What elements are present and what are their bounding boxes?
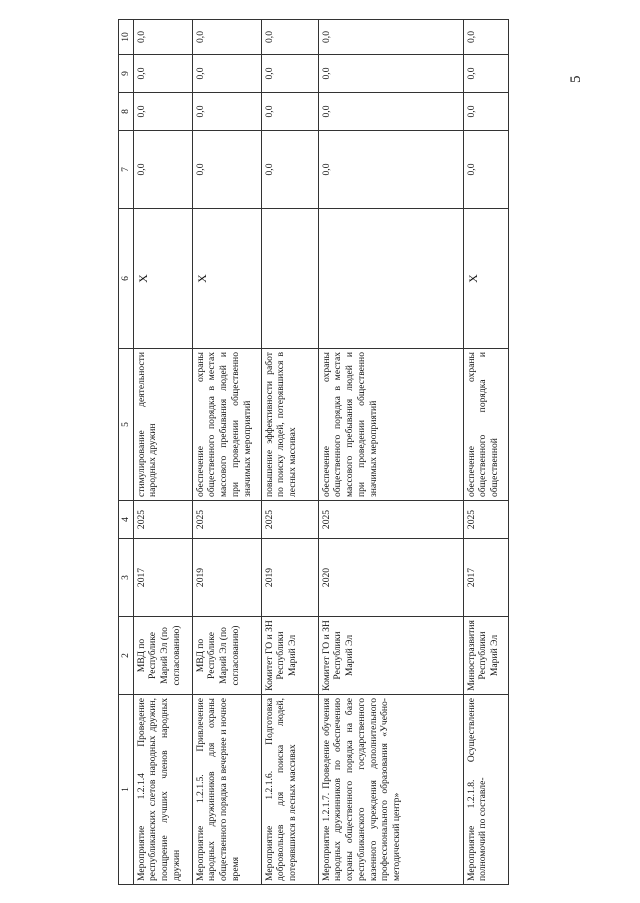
- table-row: [133, 20, 192, 885]
- measure-name: Мероприятие 1.2.1.7. Проведение обучения народных дружинников по обеспечению охраны общественного порядка на базе республиканского государственного казенного учреждения дополнительного профессионального образования «Учебно-методический центр»: [318, 695, 463, 885]
- value-10: 0,0: [133, 20, 192, 55]
- value-8: 0,0: [318, 93, 463, 131]
- col-header-1: 1: [119, 695, 134, 885]
- executor: Комитет ГО и ЗН Республики Марий Эл: [261, 617, 318, 695]
- page-number: 5: [568, 75, 584, 83]
- executor: Минюстразвития Республики Марий Эл: [463, 617, 508, 695]
- end-year: 2025: [463, 501, 508, 539]
- col-header-4: 4: [119, 501, 134, 539]
- value-10: 0,0: [192, 20, 261, 55]
- header-row: [119, 20, 134, 885]
- value-10: 0,0: [318, 20, 463, 55]
- col-header-3: 3: [119, 539, 134, 617]
- end-year: 2025: [318, 501, 463, 539]
- value-7: 0,0: [133, 131, 192, 209]
- value-9: 0,0: [463, 55, 508, 93]
- table-row: [318, 20, 463, 885]
- measure-name: Мероприятие 1.2.1.5. Привлечение народных дружинников для охраны общественного порядка в вечернее и ночное время: [192, 695, 261, 885]
- value-8: 0,0: [261, 93, 318, 131]
- col-header-6: 6: [119, 209, 134, 349]
- start-year: 2019: [261, 539, 318, 617]
- col-header-7: 7: [119, 131, 134, 209]
- col-header-10: 10: [119, 20, 134, 55]
- cross-mark: X: [133, 209, 192, 349]
- measures-table: [118, 19, 509, 885]
- start-year: 2017: [133, 539, 192, 617]
- value-10: 0,0: [463, 20, 508, 55]
- expected-result: обеспечение охраны общественного порядка в местах массового пребывания людей и при проведении общественно значимых мероприятий: [192, 349, 261, 501]
- value-7: 0,0: [192, 131, 261, 209]
- end-year: 2025: [133, 501, 192, 539]
- col-header-2: 2: [119, 617, 134, 695]
- start-year: 2020: [318, 539, 463, 617]
- start-year: 2017: [463, 539, 508, 617]
- value-8: 0,0: [463, 93, 508, 131]
- cross-mark: [318, 209, 463, 349]
- expected-result: повышение эффективности работ по поиску людей, потерявшихся в лесных массивах: [261, 349, 318, 501]
- measure-name: Мероприятие 1.2.1.8. Осуществление полномочий по составле-: [463, 695, 508, 885]
- start-year: 2019: [192, 539, 261, 617]
- col-header-8: 8: [119, 93, 134, 131]
- end-year: 2025: [192, 501, 261, 539]
- table-row: [192, 20, 261, 885]
- end-year: 2025: [261, 501, 318, 539]
- value-8: 0,0: [133, 93, 192, 131]
- value-9: 0,0: [192, 55, 261, 93]
- value-7: 0,0: [318, 131, 463, 209]
- value-7: 0,0: [261, 131, 318, 209]
- executor: МВД по Республике Марий Эл (по согласованию): [133, 617, 192, 695]
- measure-name: Мероприятие 1.2.1.6. Подготовка добровольцев для поиска людей, потерявшихся в лесных массивах: [261, 695, 318, 885]
- cross-mark: X: [463, 209, 508, 349]
- table-row: [463, 20, 508, 885]
- measure-name: Мероприятие 1.2.1.4 Проведение республиканских слетов народных дружин, поощрение лучших членов народных дружин: [133, 695, 192, 885]
- executor: МВД по Республике Марий Эл (по согласованию): [192, 617, 261, 695]
- value-9: 0,0: [261, 55, 318, 93]
- cross-mark: X: [192, 209, 261, 349]
- value-10: 0,0: [261, 20, 318, 55]
- expected-result: стимулирование деятельности народных дружин: [133, 349, 192, 501]
- table-row: [261, 20, 318, 885]
- value-9: 0,0: [318, 55, 463, 93]
- expected-result: обеспечение охраны общественного порядка и общественной: [463, 349, 508, 501]
- executor: Комитет ГО и ЗН Республики Марий Эл: [318, 617, 463, 695]
- col-header-9: 9: [119, 55, 134, 93]
- value-7: 0,0: [463, 131, 508, 209]
- cross-mark: [261, 209, 318, 349]
- col-header-5: 5: [119, 349, 134, 501]
- value-9: 0,0: [133, 55, 192, 93]
- expected-result: обеспечение охраны общественного порядка в местах массового пребывания людей и при проведении общественно значимых мероприятий: [318, 349, 463, 501]
- value-8: 0,0: [192, 93, 261, 131]
